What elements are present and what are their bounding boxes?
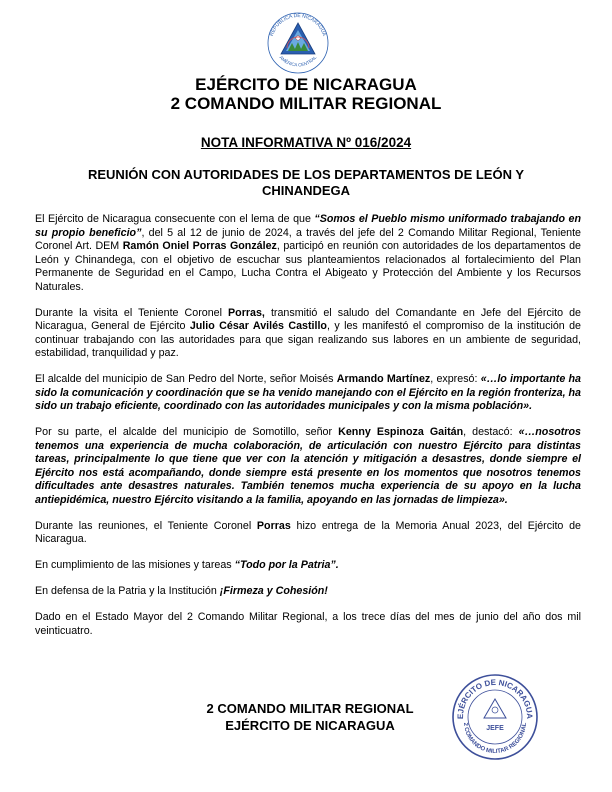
p2-text-a: Durante la visita el Teniente Coronel [35,306,229,319]
p1-motto: “Somos el Pueblo mismo uniformado trabajando en su propio beneficio” [35,213,581,239]
stamp-center-text: JEFE [486,725,504,732]
paragraph-3 [35,373,581,414]
seal-text-bottom: AMÉRICA CENTRAL [278,54,318,68]
p6-text-a: En cumplimiento de las misiones y tareas [35,559,235,571]
p3-text-c: , expresó: [430,373,481,385]
p1-text-e: , participó en reunión con autoridades de los departamentos de León y Chinandega, con el objetivo de escuchar sus planteamientos relacionados al fortalecimiento del Plan Permanente de Seguridad en el Campo, Lucha Contra el Abigeato y Protección del Ambiente y los Recursos Naturales. [35,240,581,293]
p5-name: Porras [256,519,291,532]
p1-text-a: El Ejército de Nicaragua consecuente con el lema de que [35,213,315,225]
p7-slogan: ¡Firmeza y Cohesión! [219,585,328,597]
p4-text-c: , destacó: [463,426,519,438]
stamp-ring-text: EJÉRCITO DE NICARAGUA [455,677,535,720]
p5-text-a: Durante las reuniones, el Teniente Coronel [35,519,257,532]
paragraph-2 [35,307,581,361]
document-heading: REUNIÓN CON AUTORIDADES DE LOS DEPARTAMENTOS DE LEÓN Y CHINANDEGA [87,167,525,198]
p2-text-c: transmitió el saludo del Comandante en Jefe del Ejército de Nicaragua, General de Ejército [35,306,582,332]
p4-name: Kenny Espinoza Gaitán [338,426,464,438]
svg-text:AMÉRICA CENTRAL [279,54,318,67]
p3-text-a: El alcalde del municipio de San Pedro del Norte, señor Moisés [35,373,337,385]
paragraph-8 [35,611,581,638]
document-body [35,213,581,651]
p1-text-c: , del 5 al 12 de junio de 2024, a través del jefe del 2 Comando Militar Regional, Teniente Coronel Art. DEM [35,226,581,252]
p5-text-c: hizo entrega de la Memoria Anual 2023, del Ejército de Nicaragua. [35,519,581,545]
paragraph-1 [35,213,581,294]
official-stamp-icon [450,672,540,762]
p4-quote: «…nosotros tenemos una experiencia de mucha colaboración, de articulación con nuestro Ejército para distintas tareas, principalmente lo que tiene que ver con la atención y mitigación a desastres, donde siempre el Ejército nos está acompañando, donde siempre está presente en los momentos que nosotros tenemos dificultades ante desastres naturales. También tenemos mucha experiencia de su apoyo en la lucha antiepidémica, nuestro Ejército visitando a la familia, apoyando en las jornadas de limpieza». [35,426,581,506]
title-line2: 2 COMANDO MILITAR REGIONAL [170,94,442,113]
paragraph-5 [35,520,581,547]
p7-text-a: En defensa de la Patria y la Institución [35,585,220,597]
p3-quote: «…lo importante ha sido la comunicación y coordinación que se ha venido manejando con el Ejército en la región fronteriza, ha sido un trabajo eficiente, coordinado con las autoridades municipales y con la misma población». [35,373,581,412]
p8-text: Dado en el Estado Mayor del 2 Comando Militar Regional, a los trece días del mes de junio del año dos mil veinticuatro. [35,611,581,637]
p2-text-e: , y les manifestó el compromiso de la institución de continuar trabajando con las autoridades para que sigan realizando sus labores en un ambiente de seguridad, estabilidad, tranquilidad y paz. [35,320,581,359]
p4-text-a: Por su parte, el alcalde del municipio de Somotillo, señor [35,426,339,438]
p3-name: Armando Martínez [336,373,431,385]
signature-line2: EJÉRCITO DE NICARAGUA [225,718,395,733]
seal-text-top: REPÚBLICA DE NICARAGUA [269,12,327,37]
paragraph-4 [35,426,581,507]
national-seal-icon [263,8,333,74]
note-number: NOTA INFORMATIVA Nº 016/2024 [200,135,412,150]
paragraph-7 [35,585,581,599]
signature-line1: 2 COMANDO MILITAR REGIONAL [206,701,414,716]
p6-slogan: “Todo por la Patria”. [234,559,339,571]
stamp-bottom-text: 2 COMANDO MILITAR REGIONAL [461,722,529,756]
p2-name: Porras, [228,306,265,319]
title-line1: EJÉRCITO DE NICARAGUA [195,75,417,94]
p2-general-name: Julio César Avilés Castillo [189,320,327,332]
paragraph-6 [35,559,581,573]
p1-name: Ramón Oniel Porras González [122,240,277,252]
